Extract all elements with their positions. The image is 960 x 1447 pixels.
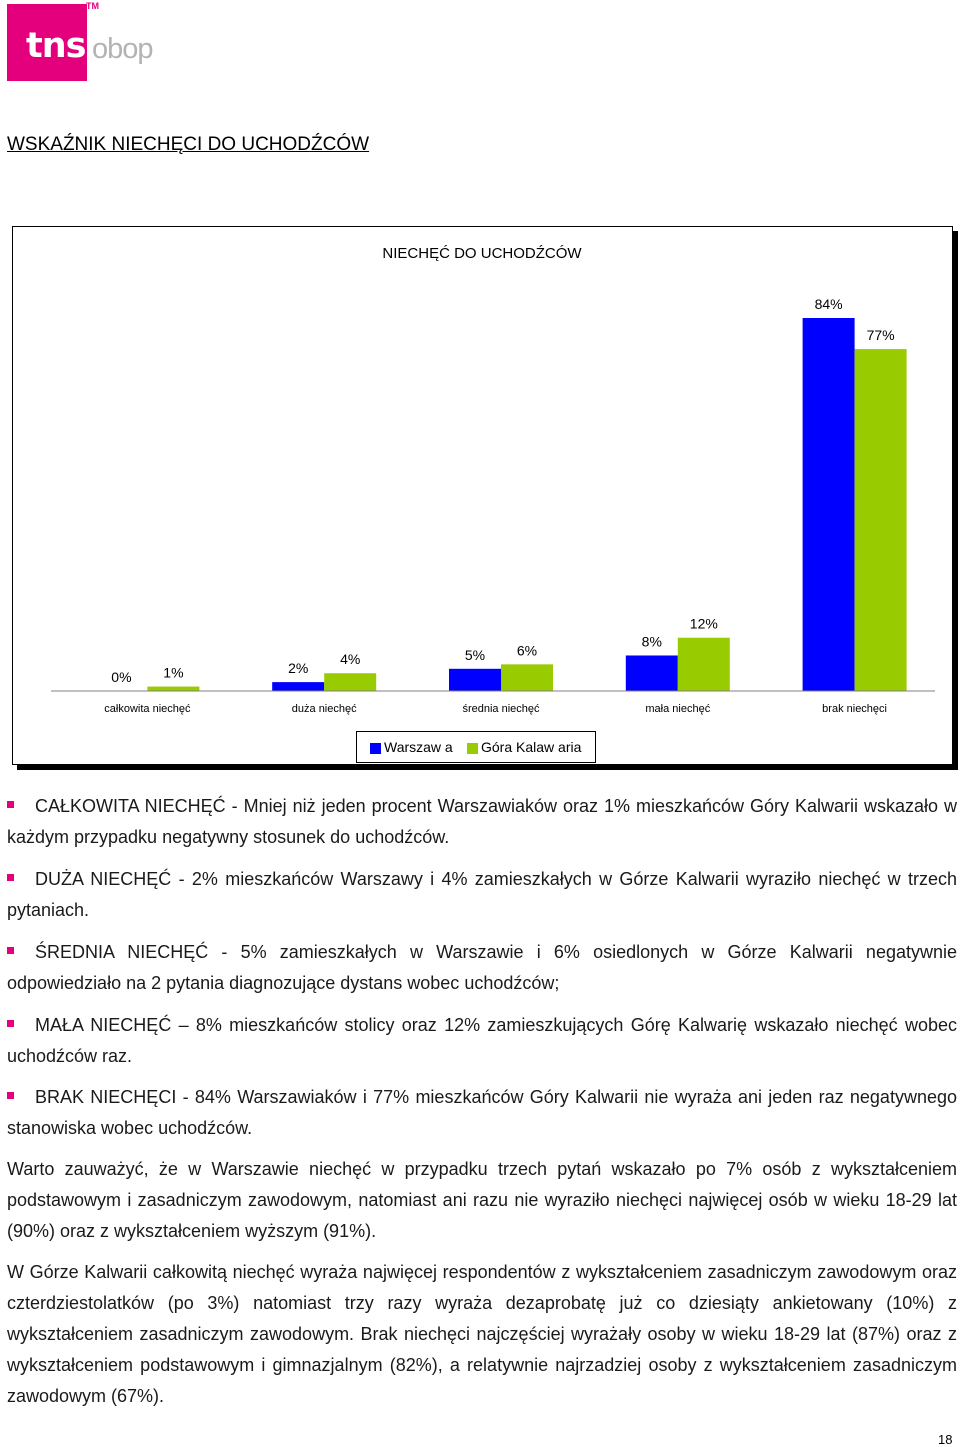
bar-warszawa xyxy=(449,669,501,691)
data-label: 12% xyxy=(689,615,718,632)
category-label: średnia niechęć xyxy=(462,703,540,715)
paragraph-gora-kalwaria: W Górze Kalwarii całkowitą niechęć wyraża najwięcej respondentów z wykształceniem zasadniczym zawodowym oraz czterdziestolatków (po 3%) natomiast trzy razy wyraża dezaprobatę już co dziesiąty ankietowany (10%) z wykształceniem zasadniczym zawodowym. Brak niechęci najczęściej wyrażały osoby w wieku 18-29 lat (87%) oraz z wykształceniem podstawowym i gimnazjalnym (82%), a relatywnie najrzadziej osoby z wykształceniem zasadniczym zawodowym (67%). xyxy=(7,1262,957,1406)
page-title: WSKAŹNIK NIECHĘCI DO UCHODŹCÓW xyxy=(7,134,370,155)
bullet-calkowita xyxy=(7,791,957,853)
data-label: 77% xyxy=(866,327,895,344)
bar-warszawa xyxy=(803,318,855,691)
chart-frame xyxy=(12,226,953,765)
logo-tns-text: tns xyxy=(26,26,86,66)
bullet-text: DUŻA NIECHĘĆ - 2% mieszkańców Warszawy i 4% zamieszkałych w Górze Kalwarii wyraziło niechęć w trzech pytaniach. xyxy=(7,869,957,920)
data-label: 84% xyxy=(814,296,843,312)
data-label: 5% xyxy=(464,646,486,663)
paragraph-warszawa: Warto zauważyć, że w Warszawie niechęć w przypadku trzech pytań wskazało po 7% osób z wykształceniem podstawowym i zasadniczym zawodowym, natomiast ani razu nie wyraziło niechęci najwięcej osób w wieku 18-29 lat (90%) oraz z wykształceniem wyższym (91%). xyxy=(7,1159,957,1241)
legend-swatch-warszawa xyxy=(370,743,381,754)
page-number: 18 xyxy=(938,1432,953,1447)
bar-chart xyxy=(13,227,952,764)
bar-warszawa xyxy=(626,655,678,691)
legend-swatch-gora-kalwaria xyxy=(467,743,478,754)
category-label: mała niechęć xyxy=(645,703,711,715)
data-label: 4% xyxy=(340,651,361,668)
bullet-srednia xyxy=(7,937,957,999)
data-label: 2% xyxy=(288,660,309,677)
legend-label-warszawa: Warszaw a xyxy=(384,739,453,755)
bar-gora-kalwaria xyxy=(855,349,907,691)
bullet-duza xyxy=(7,864,957,926)
bullet-text: ŚREDNIA NIECHĘĆ - 5% zamieszkałych w Warszawie i 6% osiedlonych w Górze Kalwarii negatywnie odpowiedziało na 2 pytania diagnozujące dystans wobec uchodźców; xyxy=(7,942,957,993)
logo-obop-text: obop xyxy=(92,33,153,65)
bullet-brak xyxy=(7,1082,957,1144)
data-label: 1% xyxy=(163,664,184,681)
bullet-mala xyxy=(7,1010,957,1072)
category-label: całkowita niechęć xyxy=(104,703,191,715)
logo-trademark: TM xyxy=(86,1,99,11)
bullet-text: MAŁA NIECHĘĆ – 8% mieszkańców stolicy oraz 12% zamieszkujących Górę Kalwarię wskazało niechęć wobec uchodźców raz. xyxy=(7,1015,957,1066)
data-label: 6% xyxy=(516,642,538,659)
bullet-text: BRAK NIECHĘCI - 84% Warszawiaków i 77% mieszkańców Góry Kalwarii nie wyraża ani jeden raz negatywnego stanowiska wobec uchodźców. xyxy=(7,1087,957,1138)
bullet-text: CAŁKOWITA NIECHĘĆ - Mniej niż jeden procent Warszawiaków oraz 1% mieszkańców Góry Kalwarii wskazało w każdym przypadku negatywny stosunek do uchodźców. xyxy=(7,796,957,847)
data-label: 0% xyxy=(111,669,132,685)
bar-warszawa xyxy=(272,682,324,691)
chart-title: NIECHĘĆ DO UCHODŹCÓW xyxy=(382,245,582,262)
tns-obop-logo xyxy=(7,4,87,81)
legend-label-gora-kalwaria: Góra Kalaw aria xyxy=(481,739,582,755)
bar-gora-kalwaria xyxy=(678,638,730,691)
bar-gora-kalwaria xyxy=(501,664,553,691)
data-label: 8% xyxy=(641,633,662,650)
bar-gora-kalwaria xyxy=(147,687,199,691)
chart-legend xyxy=(356,731,596,763)
category-label: brak niechęci xyxy=(822,703,888,715)
category-label: duża niechęć xyxy=(291,703,357,715)
bar-gora-kalwaria xyxy=(324,673,376,691)
